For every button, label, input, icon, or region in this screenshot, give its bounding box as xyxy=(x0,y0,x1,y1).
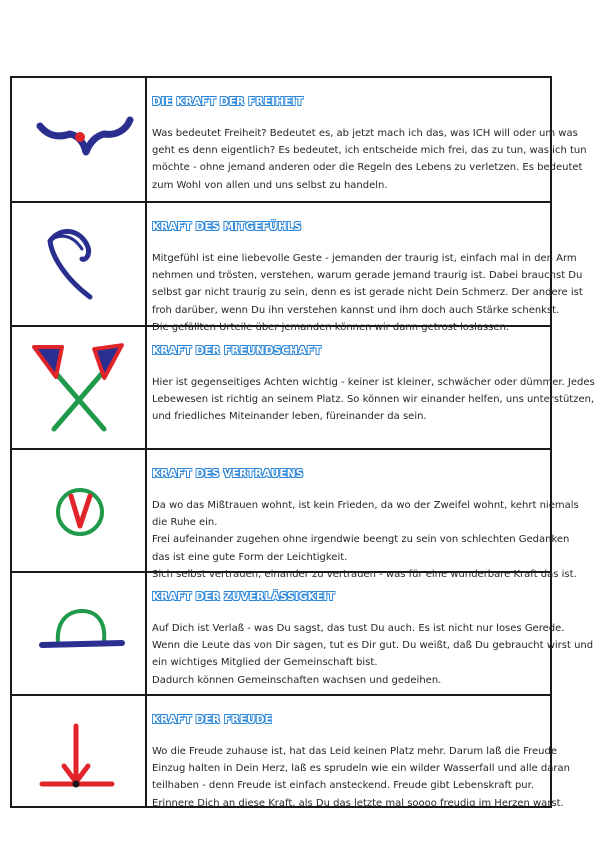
entry-row-freiheit xyxy=(12,78,587,203)
power-cards-table xyxy=(10,76,595,809)
body-line: Erinnere Dich an diese Kraft, als Du das letzte mal soooo freudig im Herzen warst. xyxy=(152,797,564,809)
body-line: Frei aufeinander zugehen ohne irgendwie beengt zu sein von schlechten Gedanken xyxy=(152,534,570,546)
joy-arrow-symbol-icon xyxy=(12,696,147,806)
entry-text xyxy=(152,78,587,201)
entry-row-freundschaft xyxy=(12,327,595,450)
body-line: Dadurch können Gemeinschaften wachsen und gedeihen. xyxy=(152,674,442,686)
entry-body xyxy=(152,250,583,336)
entry-text xyxy=(152,696,570,809)
entry-title: KRAFT DES VERTRAUENS xyxy=(152,468,304,480)
freedom-bird-symbol-icon xyxy=(12,78,147,201)
body-line: zum Wohl von allen und uns selbst zu handeln. xyxy=(152,179,388,191)
entry-title: KRAFT DER ZUVERLÄSSIGKEIT xyxy=(152,591,335,603)
body-line: Lebewesen ist richtig an seinem Platz. So können wir einander helfen, uns unterstützen, xyxy=(152,394,595,406)
body-line: Sich selbst vertrauen, einander zu vertrauen - was für eine wunderbare Kraft das ist. xyxy=(152,568,577,580)
friendship-crossed-arrows-symbol-icon xyxy=(12,327,147,448)
entry-title: KRAFT DER FREUDE xyxy=(152,714,273,726)
body-line: nehmen und trösten, verstehen, warum gerade jemand traurig ist. Dabei brauchst Du xyxy=(152,270,583,282)
body-line: teilhaben - denn Freude ist einfach ansteckend. Freude gibt Lebenskraft pur. xyxy=(152,780,535,792)
entry-row-zuverlaessigkeit xyxy=(12,573,594,696)
body-line: selbst gar nicht traurig zu sein, denn es ist gerade nicht Dein Schmerz. Der andere ist xyxy=(152,287,583,299)
entry-title: DIE KRAFT DER FREIHEIT xyxy=(152,96,304,108)
body-line: Die gefällten Urteile über jemanden können wir dann getrost loslassen. xyxy=(152,321,510,333)
body-line: geht es denn eigentlich? Es bedeutet, ich entscheide mich frei, das zu tun, was ich tun xyxy=(152,145,587,157)
entry-text xyxy=(152,327,595,448)
entry-body xyxy=(152,374,595,426)
body-line: Da wo das Mißtrauen wohnt, ist kein Frieden, da wo der Zweifel wohnt, kehrt niemals xyxy=(152,500,579,511)
entry-text xyxy=(152,573,594,694)
body-line: Was bedeutet Freiheit? Bedeutet es, ab jetzt mach ich das, was ICH will oder um was xyxy=(152,128,578,139)
trust-v-circle-symbol-icon xyxy=(12,450,147,571)
body-line: ein wichtiges Mitglied der Gemeinschaft bist. xyxy=(152,657,378,669)
entry-body xyxy=(152,743,570,812)
body-line: und friedliches Miteinander leben, füreinander da sein. xyxy=(152,411,427,423)
compassion-hook-symbol-icon xyxy=(12,203,147,325)
body-line: die Ruhe ein. xyxy=(152,517,218,529)
body-line: Hier ist gegenseitiges Achten wichtig - keiner ist kleiner, schwächer oder dümmer. Jedes xyxy=(152,377,595,388)
entry-text xyxy=(152,450,579,580)
body-line: Auf Dich ist Verlaß - was Du sagst, das tust Du auch. Es ist nicht nur loses Gerede. xyxy=(152,623,565,634)
body-line: Einzug halten in Dein Herz, laß es sprudeln wie ein wilder Wasserfall und alle daran xyxy=(152,763,570,775)
entry-title: KRAFT DER FREUNDSCHAFT xyxy=(152,345,322,357)
body-line: Wo die Freude zuhause ist, hat das Leid keinen Platz mehr. Darum laß die Freude xyxy=(152,746,558,757)
reliability-dome-symbol-icon xyxy=(12,573,147,694)
entry-body xyxy=(152,620,594,689)
entry-text xyxy=(152,203,583,333)
body-line: Wenn die Leute das von Dir sagen, tut es Dir gut. Du weißt, daß Du gebraucht wirst und xyxy=(152,640,594,652)
entry-body xyxy=(152,497,579,583)
entry-body xyxy=(152,125,587,194)
entry-row-freude xyxy=(12,696,570,809)
entry-title: KRAFT DES MITGEFÜHLS xyxy=(152,221,302,233)
body-line: Mitgefühl ist eine liebevolle Geste - jemanden der traurig ist, einfach mal in den Arm xyxy=(152,253,577,264)
body-line: möchte - ohne jemand anderen oder die Regeln des Lebens zu verletzen. Es bedeutet xyxy=(152,162,583,174)
body-line: froh darüber, wenn Du ihn verstehen kannst und ihm doch auch Stärke schenkst. xyxy=(152,304,560,316)
entry-row-mitgefuehl xyxy=(12,203,583,333)
entry-row-vertrauen xyxy=(12,450,579,580)
body-line: das ist eine gute Form der Leichtigkeit. xyxy=(152,551,348,563)
